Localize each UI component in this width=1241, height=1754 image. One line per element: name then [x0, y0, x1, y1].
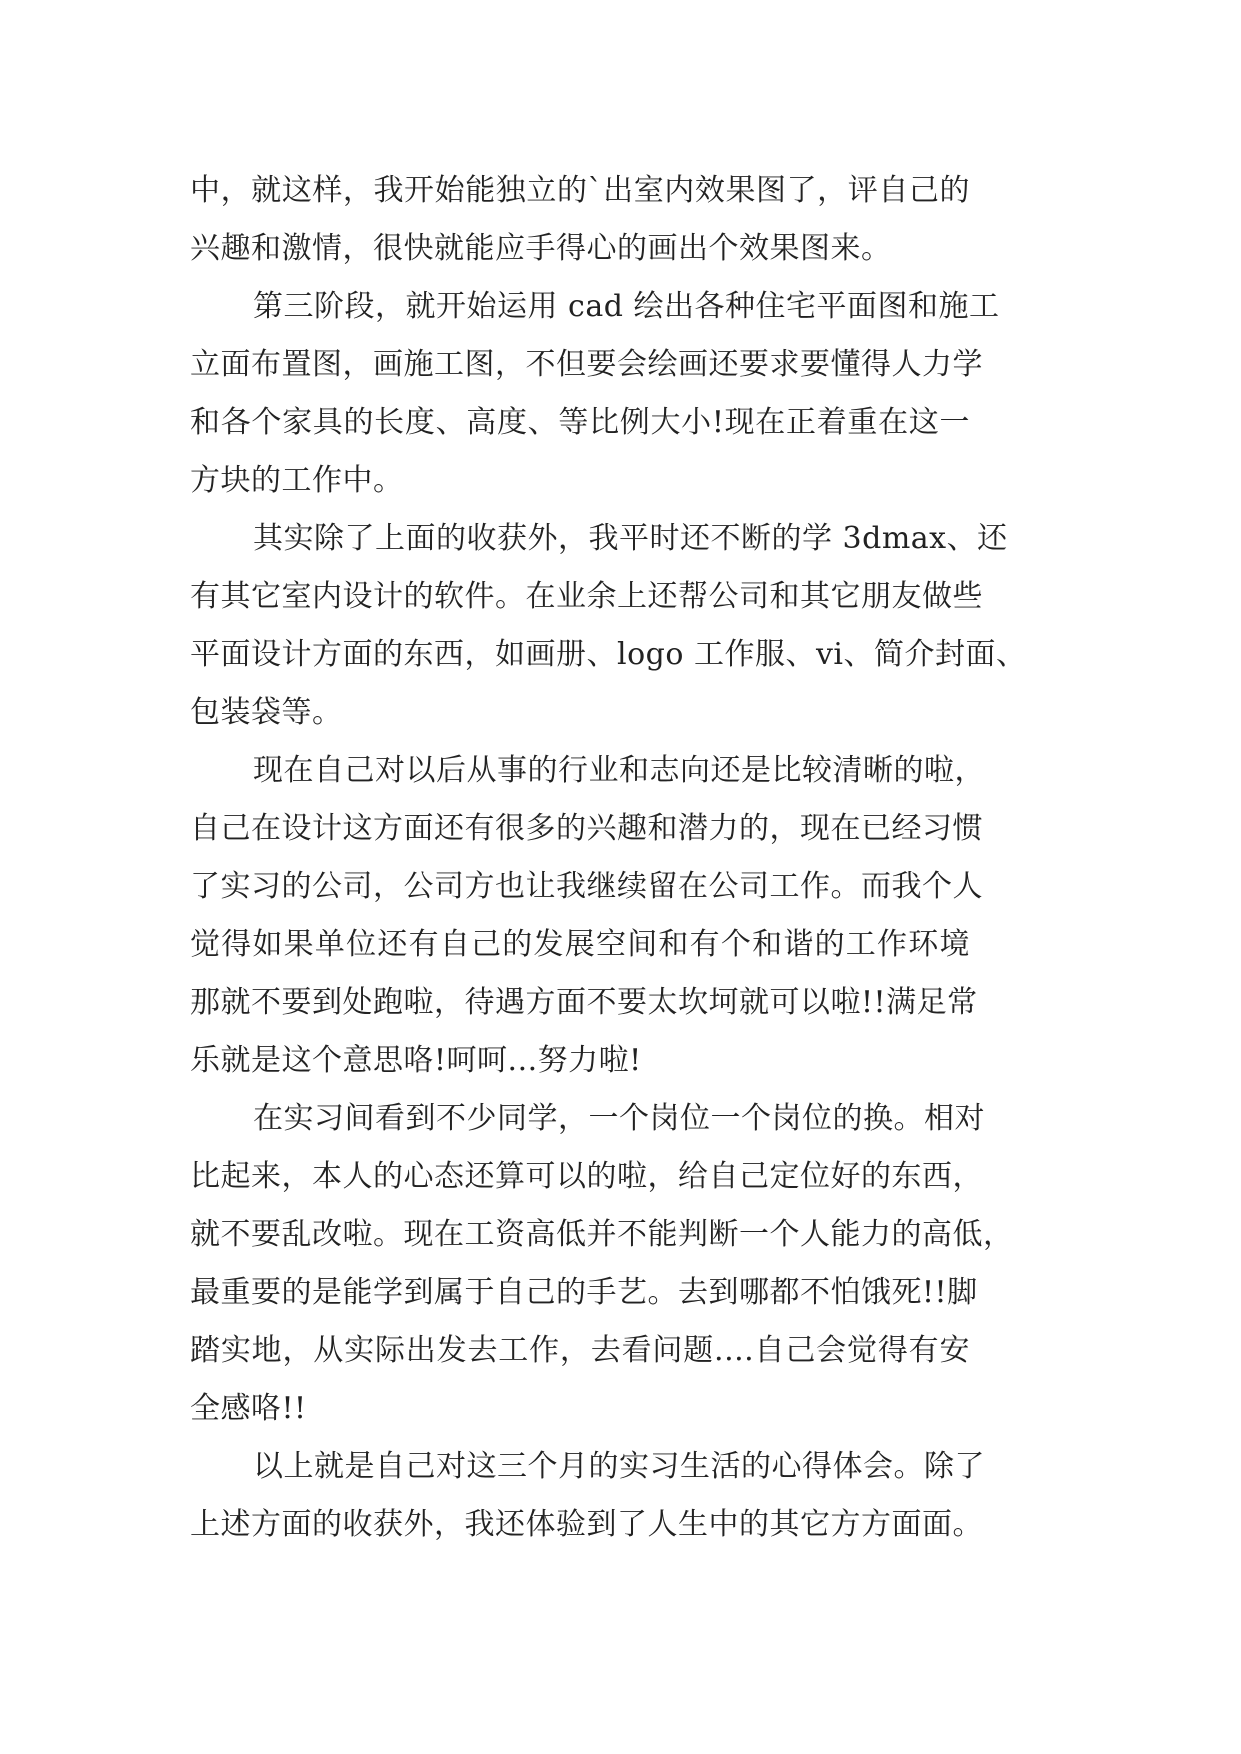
- paragraph: [190, 278, 1000, 510]
- text-line: 了实习的公司，公司方也让我继续留在公司工作。而我个人: [190, 869, 983, 904]
- text-line: 那就不要到处跑啦，待遇方面不要太坎坷就可以啦!!满足常: [190, 985, 978, 1020]
- text-line: 有其它室内设计的软件。在业余上还帮公司和其它朋友做些: [190, 579, 983, 614]
- text-line: 兴趣和激情，很快就能应手得心的画出个效果图来。: [190, 231, 892, 266]
- text-line: 全感咯!!: [190, 1391, 307, 1426]
- text-line: 比起来，本人的心态还算可以的啦，给自己定位好的东西，: [190, 1159, 983, 1194]
- text-line: 包装袋等。: [190, 695, 343, 730]
- text-line: 和各个家具的长度、高度、等比例大小!现在正着重在这一: [190, 405, 970, 440]
- text-line: 方块的工作中。: [190, 463, 404, 498]
- text-line: 其实除了上面的收获外，我平时还不断的学 3dmax、还: [253, 521, 1008, 556]
- text-line: 上述方面的收获外，我还体验到了人生中的其它方方面面。: [190, 1507, 983, 1542]
- paragraph: [190, 510, 1027, 742]
- text-line: 现在自己对以后从事的行业和志向还是比较清晰的啦，: [253, 753, 985, 788]
- document-body: [190, 162, 1027, 1554]
- text-line: 自己在设计这方面还有很多的兴趣和潜力的，现在已经习惯: [190, 811, 983, 846]
- paragraph: [190, 742, 985, 1090]
- text-line: 以上就是自己对这三个月的实习生活的心得体会。除了: [253, 1449, 985, 1484]
- text-line: 立面布置图，画施工图，不但要会绘画还要求要懂得人力学: [190, 347, 983, 382]
- paragraph: [190, 1090, 1014, 1438]
- text-line: 最重要的是能学到属于自己的手艺。去到哪都不怕饿死!!脚: [190, 1275, 978, 1310]
- text-line: 觉得如果单位还有自己的发展空间和有个和谐的工作环境: [190, 927, 970, 962]
- paragraph: [190, 1438, 985, 1554]
- text-line: 平面设计方面的东西，如画册、logo 工作服、vi、简介封面、: [190, 637, 1027, 672]
- text-line: 中，就这样，我开始能独立的`出室内效果图了，评自己的: [190, 173, 970, 208]
- paragraph: [190, 162, 970, 278]
- text-line: 第三阶段，就开始运用 cad 绘出各种住宅平面图和施工: [253, 289, 1000, 324]
- text-line: 就不要乱改啦。现在工资高低并不能判断一个人能力的高低，: [190, 1217, 1014, 1252]
- text-line: 踏实地，从实际出发去工作，去看问题....自己会觉得有安: [190, 1333, 970, 1368]
- text-line: 乐就是这个意思咯!呵呵...努力啦!: [190, 1043, 642, 1078]
- text-line: 在实习间看到不少同学，一个岗位一个岗位的换。相对: [253, 1101, 985, 1136]
